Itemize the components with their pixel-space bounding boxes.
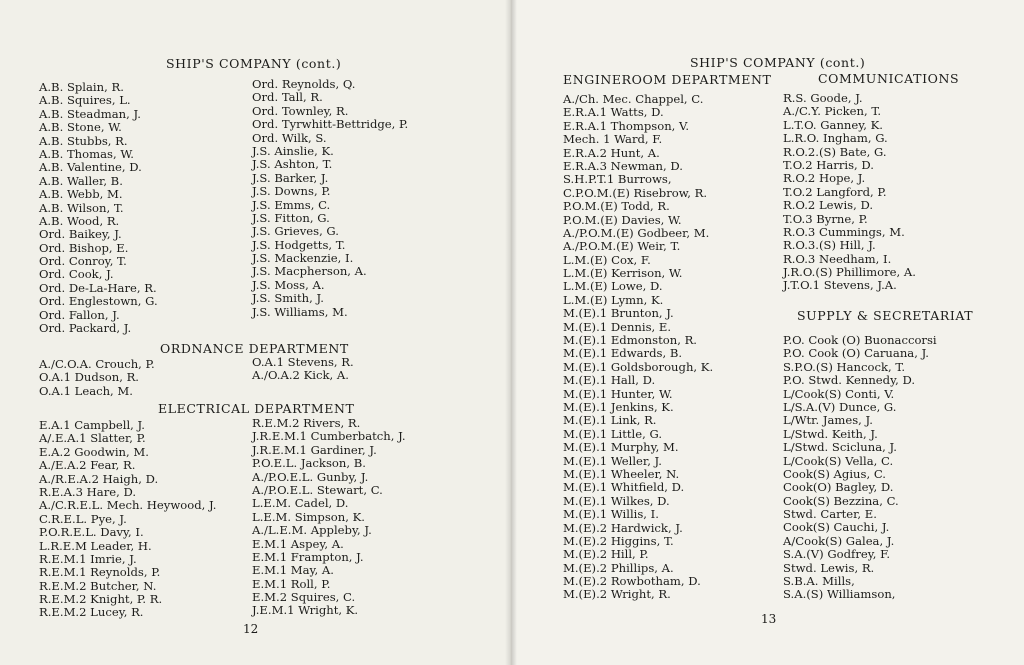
roster-entry: Stwd. Carter, E.	[783, 507, 877, 522]
roster-entry: J.S. Downs, P.	[252, 184, 331, 199]
roster-entry: S.A.(S) Williamson,	[783, 587, 896, 602]
right-page-title: SHIP'S COMPANY (cont.)	[690, 55, 866, 70]
left-page-title: SHIP'S COMPANY (cont.)	[166, 56, 342, 71]
roster-entry: R.E.M.2 Knight, P. R.	[39, 592, 163, 607]
roster-entry: M.(E).2 Rowbotham, D.	[563, 574, 701, 589]
roster-entry: Stwd. Lewis, R.	[783, 560, 875, 575]
roster-entry: A.B. Squires, L.	[39, 93, 131, 108]
roster-entry: P.O.E.L. Jackson, B.	[252, 456, 366, 471]
roster-entry: E.R.A.1 Watts, D.	[563, 105, 664, 120]
roster-entry: J.S. Emms, C.	[252, 197, 331, 212]
roster-entry: R.O.2 Lewis, D.	[783, 198, 874, 213]
roster-entry: S.H.P.T.1 Burrows,	[563, 172, 672, 187]
roster-entry: A./R.E.A.2 Haigh, D.	[39, 471, 159, 486]
roster-entry: L.T.O. Ganney, K.	[783, 117, 883, 132]
roster-entry: A./P.O.M.(E) Godbeer, M.	[563, 225, 710, 240]
roster-entry: A.B. Thomas, W.	[39, 146, 134, 161]
roster-entry: E.M.2 Squires, C.	[252, 590, 356, 605]
roster-entry: R.O.2 Hope, J.	[783, 171, 866, 186]
roster-entry: A.B. Stone, W.	[39, 120, 122, 135]
roster-entry: Ord. Fallon, J.	[39, 307, 120, 322]
roster-entry: P.O.M.(E) Todd, R.	[563, 199, 670, 214]
roster-entry: E.M.1 Aspey, A.	[252, 536, 344, 551]
roster-entry: L.R.O. Ingham, G.	[783, 131, 888, 146]
roster-entry: M.(E).1 Link, R.	[563, 413, 657, 428]
roster-entry: C.P.O.M.(E) Risebrow, R.	[563, 185, 708, 200]
roster-entry: J.S. Macpherson, A.	[252, 264, 367, 279]
roster-entry: A./C.R.E.L. Mech. Heywood, J.	[39, 498, 217, 513]
roster-entry: T.O.2 Langford, P.	[783, 184, 887, 199]
roster-entry: A./C.Y. Picken, T.	[783, 104, 882, 119]
roster-entry: Ord. Tall, R.	[252, 90, 323, 105]
roster-entry: L.R.E.M Leader, H.	[39, 538, 152, 553]
roster-entry: L/Cook(S) Conti, V.	[783, 386, 895, 401]
roster-entry: M.(E).1 Weller, J.	[563, 453, 662, 468]
roster-entry: T.O.2 Harris, D.	[783, 157, 874, 172]
roster-entry: P.O.R.E.L. Davy, I.	[39, 525, 144, 540]
roster-entry: L.M.(E) Cox, F.	[563, 252, 651, 267]
roster-entry: J.S. Moss, A.	[252, 277, 325, 292]
roster-entry: E.M.1 Frampton, J.	[252, 549, 364, 564]
roster-entry: Ord. Conroy, T.	[39, 254, 127, 269]
roster-entry: R.E.A.3 Hare, D.	[39, 484, 137, 499]
communications-heading: COMMUNICATIONS	[818, 71, 960, 86]
electrical-heading: ELECTRICAL DEPARTMENT	[158, 401, 355, 416]
roster-entry: R.S. Goode, J.	[783, 91, 863, 105]
roster-entry: J.E.M.1 Wright, K.	[252, 603, 359, 618]
roster-entry: S.B.A. Mills,	[783, 574, 855, 589]
roster-entry: T.O.3 Byrne, P.	[783, 211, 868, 226]
engineroom-heading: ENGINEROOM DEPARTMENT	[563, 72, 772, 87]
roster-entry: Cook(S) Bezzina, C.	[783, 493, 899, 508]
roster-entry: J.R.O.(S) Phillimore, A.	[783, 265, 916, 280]
roster-entry: O.A.1 Stevens, R.	[252, 355, 354, 369]
roster-entry: J.S. Ainslie, K.	[252, 143, 334, 158]
roster-entry: M.(E).2 Wright, R.	[563, 587, 671, 602]
roster-entry: L.E.M. Simpson, K.	[252, 509, 365, 524]
roster-entry: R.E.M.1 Reynolds, P.	[39, 565, 161, 580]
roster-entry: C.R.E.L. Pye, J.	[39, 511, 127, 526]
roster-entry: J.R.E.M.1 Gardiner, J.	[252, 442, 377, 457]
roster-entry: M.(E).2 Hill, P.	[563, 547, 649, 562]
roster-entry: R.E.M.2 Rivers, R.	[252, 416, 361, 430]
roster-entry: J.R.E.M.1 Cumberbatch, J.	[252, 429, 406, 444]
roster-entry: L.M.(E) Lowe, D.	[563, 279, 663, 294]
roster-entry: Ord. Townley, R.	[252, 103, 349, 118]
ordnance-col1-list	[39, 358, 155, 398]
roster-entry: Cook(S) Agius, C.	[783, 466, 886, 481]
left-col1-list	[39, 81, 158, 335]
roster-entry: A./L.E.M. Appleby, J.	[252, 523, 372, 538]
roster-entry: P.O. Cook (O) Buonaccorsi	[783, 333, 937, 347]
roster-entry: A./P.O.M.(E) Weir, T.	[563, 239, 681, 254]
roster-entry: R.E.M.1 Imrie, J.	[39, 551, 137, 566]
book-spine	[505, 0, 517, 665]
roster-entry: P.O. Stwd. Kennedy, D.	[783, 373, 916, 388]
roster-entry: Ord. Packard, J.	[39, 321, 132, 336]
roster-entry: Mech. 1 Ward, F.	[563, 132, 663, 147]
roster-entry: Ord. Cook, J.	[39, 267, 114, 282]
electrical-col1-list	[39, 419, 216, 620]
roster-entry: A.B. Wood, R.	[39, 213, 120, 228]
roster-entry: E.A.2 Goodwin, M.	[39, 444, 149, 459]
roster-entry: M.(E).2 Hardwick, J.	[563, 520, 683, 535]
roster-entry: L.E.M. Cadel, D.	[252, 496, 349, 511]
left-col2-list	[252, 78, 408, 319]
roster-entry: L.M.(E) Kerrison, W.	[563, 266, 683, 281]
roster-entry: A.B. Stubbs, R.	[39, 133, 128, 148]
roster-entry: M.(E).1 Edwards, B.	[563, 346, 683, 361]
roster-entry: A/Cook(S) Galea, J.	[783, 533, 895, 548]
roster-entry: S.P.O.(S) Hancock, T.	[783, 359, 906, 374]
roster-entry: M.(E).1 Hunter, W.	[563, 386, 673, 401]
roster-entry: E.M.1 Roll, P.	[252, 576, 331, 591]
roster-entry: Ord. Reynolds, Q.	[252, 77, 356, 91]
roster-entry: L/S.A.(V) Dunce, G.	[783, 399, 897, 414]
roster-entry: J.T.O.1 Stevens, J.A.	[783, 278, 897, 293]
left-page-number: 12	[243, 622, 259, 636]
roster-entry: O.A.1 Leach, M.	[39, 383, 133, 398]
roster-entry: A.B. Steadman, J.	[39, 106, 141, 121]
roster-entry: L/Wtr. James, J.	[783, 413, 873, 428]
roster-entry: M.(E).1 Goldsborough, K.	[563, 359, 714, 374]
roster-entry: L/Stwd. Scicluna, J.	[783, 440, 897, 455]
roster-entry: J.S. Williams, M.	[252, 304, 348, 319]
roster-entry: E.M.1 May, A.	[252, 563, 334, 578]
roster-entry: P.O. Cook (O) Caruana, J.	[783, 346, 929, 361]
roster-entry: Ord. Bishop, E.	[39, 240, 129, 255]
roster-entry: R.E.M.2 Butcher, N.	[39, 578, 157, 593]
roster-entry: M.(E).1 Edmonston, R.	[563, 333, 697, 348]
roster-entry: R.O.2.(S) Bate, G.	[783, 144, 887, 159]
roster-entry: A./Ch. Mec. Chappel, C.	[563, 92, 704, 106]
roster-entry: P.O.M.(E) Davies, W.	[563, 212, 682, 227]
roster-entry: L/Cook(S) Vella, C.	[783, 453, 894, 468]
roster-entry: S.A.(V) Godfrey, F.	[783, 547, 891, 562]
roster-entry: Ord. De-La-Hare, R.	[39, 280, 157, 295]
roster-entry: O.A.1 Dudson, R.	[39, 370, 139, 385]
roster-entry: Ord. Wilk, S.	[252, 130, 327, 145]
roster-entry: E.R.A.1 Thompson, V.	[563, 118, 690, 133]
roster-entry: R.O.3.(S) Hill, J.	[783, 238, 876, 253]
supply-list	[783, 334, 937, 602]
roster-entry: A./O.A.2 Kick, A.	[252, 368, 349, 383]
roster-entry: A./P.O.E.L. Gunby, J.	[252, 469, 369, 484]
roster-entry: A/.E.A.1 Slatter, P.	[39, 431, 146, 446]
roster-entry: R.O.3 Cummings, M.	[783, 224, 905, 239]
roster-entry: A./C.O.A. Crouch, P.	[39, 357, 155, 371]
roster-entry: M.(E).1 Hall, D.	[563, 373, 656, 388]
engineroom-list	[563, 93, 713, 602]
roster-entry: J.S. Mackenzie, I.	[252, 251, 354, 266]
roster-entry: Ord. Baikey, J.	[39, 227, 122, 242]
roster-entry: Ord. Tyrwhitt-Bettridge, P.	[252, 117, 409, 132]
roster-entry: J.S. Grieves, G.	[252, 224, 339, 239]
roster-entry: M.(E).1 Wheeler, N.	[563, 466, 680, 481]
roster-entry: A.B. Wilson, T.	[39, 200, 124, 215]
roster-entry: A./E.A.2 Fear, R.	[39, 458, 136, 473]
roster-entry: M.(E).1 Little, G.	[563, 426, 663, 441]
roster-entry: J.S. Smith, J.	[252, 291, 324, 306]
roster-entry: A.B. Valentine, D.	[39, 160, 142, 175]
roster-entry: M.(E).2 Higgins, T.	[563, 533, 674, 548]
roster-entry: Cook(S) Cauchi, J.	[783, 520, 890, 535]
roster-entry: A.B. Waller, B.	[39, 173, 123, 188]
communications-list	[783, 92, 916, 293]
roster-entry: E.R.A.2 Hunt, A.	[563, 145, 660, 160]
roster-entry: A.B. Splain, R.	[39, 80, 124, 94]
roster-entry: A.B. Webb, M.	[39, 187, 123, 202]
roster-entry: M.(E).1 Brunton, J.	[563, 306, 674, 321]
roster-entry: J.S. Hodgetts, T.	[252, 237, 346, 252]
roster-entry: R.O.3 Needham, I.	[783, 251, 892, 266]
roster-entry: M.(E).1 Whitfield, D.	[563, 480, 685, 495]
roster-entry: J.S. Fitton, G.	[252, 210, 330, 225]
roster-entry: A./P.O.E.L. Stewart, C.	[252, 482, 383, 497]
roster-entry: M.(E).2 Phillips, A.	[563, 560, 674, 575]
right-page-number: 13	[761, 612, 777, 626]
roster-entry: M.(E).1 Jenkins, K.	[563, 399, 674, 414]
roster-entry: E.R.A.3 Newman, D.	[563, 158, 683, 173]
roster-entry: M.(E).1 Dennis, E.	[563, 319, 672, 334]
roster-entry: Ord. Englestown, G.	[39, 294, 158, 309]
roster-entry: J.S. Barker, J.	[252, 170, 329, 185]
roster-entry: E.A.1 Campbell, J.	[39, 418, 145, 432]
ordnance-col2-list	[252, 356, 354, 383]
roster-entry: M.(E).1 Murphy, M.	[563, 440, 679, 455]
supply-heading: SUPPLY & SECRETARIAT	[797, 308, 974, 323]
roster-entry: L/Stwd. Keith, J.	[783, 426, 878, 441]
roster-entry: L.M.(E) Lymn, K.	[563, 292, 664, 307]
electrical-col2-list	[252, 417, 406, 618]
ordnance-heading: ORDNANCE DEPARTMENT	[160, 341, 349, 356]
roster-entry: R.E.M.2 Lucey, R.	[39, 605, 144, 620]
roster-entry: Cook(O) Bagley, D.	[783, 480, 894, 495]
roster-entry: J.S. Ashton, T.	[252, 157, 333, 172]
roster-entry: M.(E).1 Wilkes, D.	[563, 493, 670, 508]
roster-entry: M.(E).1 Willis, I.	[563, 507, 659, 522]
